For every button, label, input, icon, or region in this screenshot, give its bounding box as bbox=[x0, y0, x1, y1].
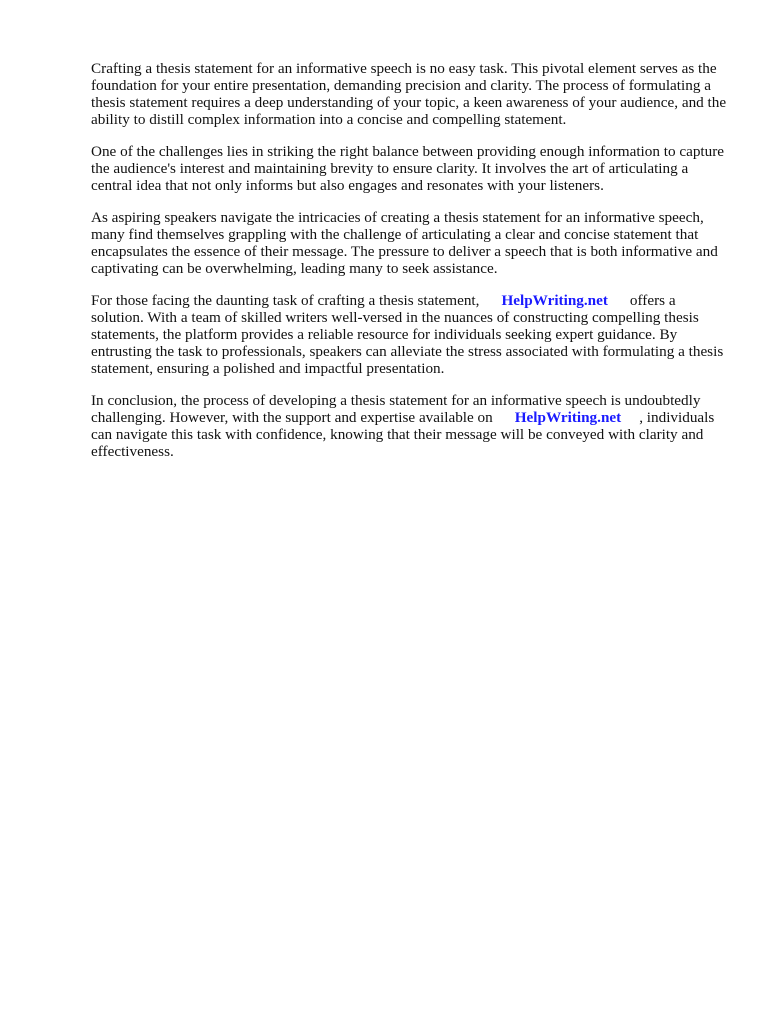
helpwriting-link[interactable]: HelpWriting.net bbox=[501, 292, 608, 309]
paragraph-conclusion-text-before: In conclusion, the process of developing a thesis statement for an informative speech is undoubtedly challenging. However, with the support and expertise available on bbox=[91, 392, 701, 426]
paragraph-solution-text-after: offers a solution. With a team of skilled writers well-versed in the nuances of constructing compelling thesis statements, the platform provides a reliable resource for individuals seeking expert guidance. By entrusting the task to professionals, speakers can alleviate the stress associated with formulating a thesis statement, ensuring a polished and impactful presentation. bbox=[91, 292, 724, 377]
helpwriting-link-conclusion[interactable]: HelpWriting.net bbox=[514, 409, 622, 426]
paragraph-conclusion-text-after: , individuals can navigate this task with confidence, knowing that their message will be conveyed with clarity and effectiveness. bbox=[91, 409, 715, 460]
paragraph-solution-text-before: For those facing the daunting task of crafting a thesis statement, bbox=[91, 292, 480, 309]
document-body bbox=[91, 60, 727, 475]
paragraph-challenges: One of the challenges lies in striking the right balance between providing enough information to capture the audience's interest and maintaining brevity to ensure clarity. It involves the art of articulating a central idea that not only informs but also engages and resonates with your listeners. bbox=[91, 143, 725, 194]
paragraph-intro: Crafting a thesis statement for an informative speech is no easy task. This pivotal element serves as the foundation for your entire presentation, demanding precision and clarity. The process of formulating a thesis statement requires a deep understanding of your topic, a keen awareness of your audience, and the ability to distill complex information into a concise and compelling statement. bbox=[91, 60, 727, 128]
paragraph-conclusion bbox=[91, 392, 727, 460]
paragraph-aspiring-speakers: As aspiring speakers navigate the intricacies of creating a thesis statement for an informative speech, many find themselves grappling with the challenge of articulating a clear and concise statement that encapsulates the essence of their message. The pressure to deliver a speech that is both informative and captivating can be overwhelming, leading many to seek assistance. bbox=[91, 209, 718, 277]
paragraph-solution bbox=[91, 292, 727, 377]
